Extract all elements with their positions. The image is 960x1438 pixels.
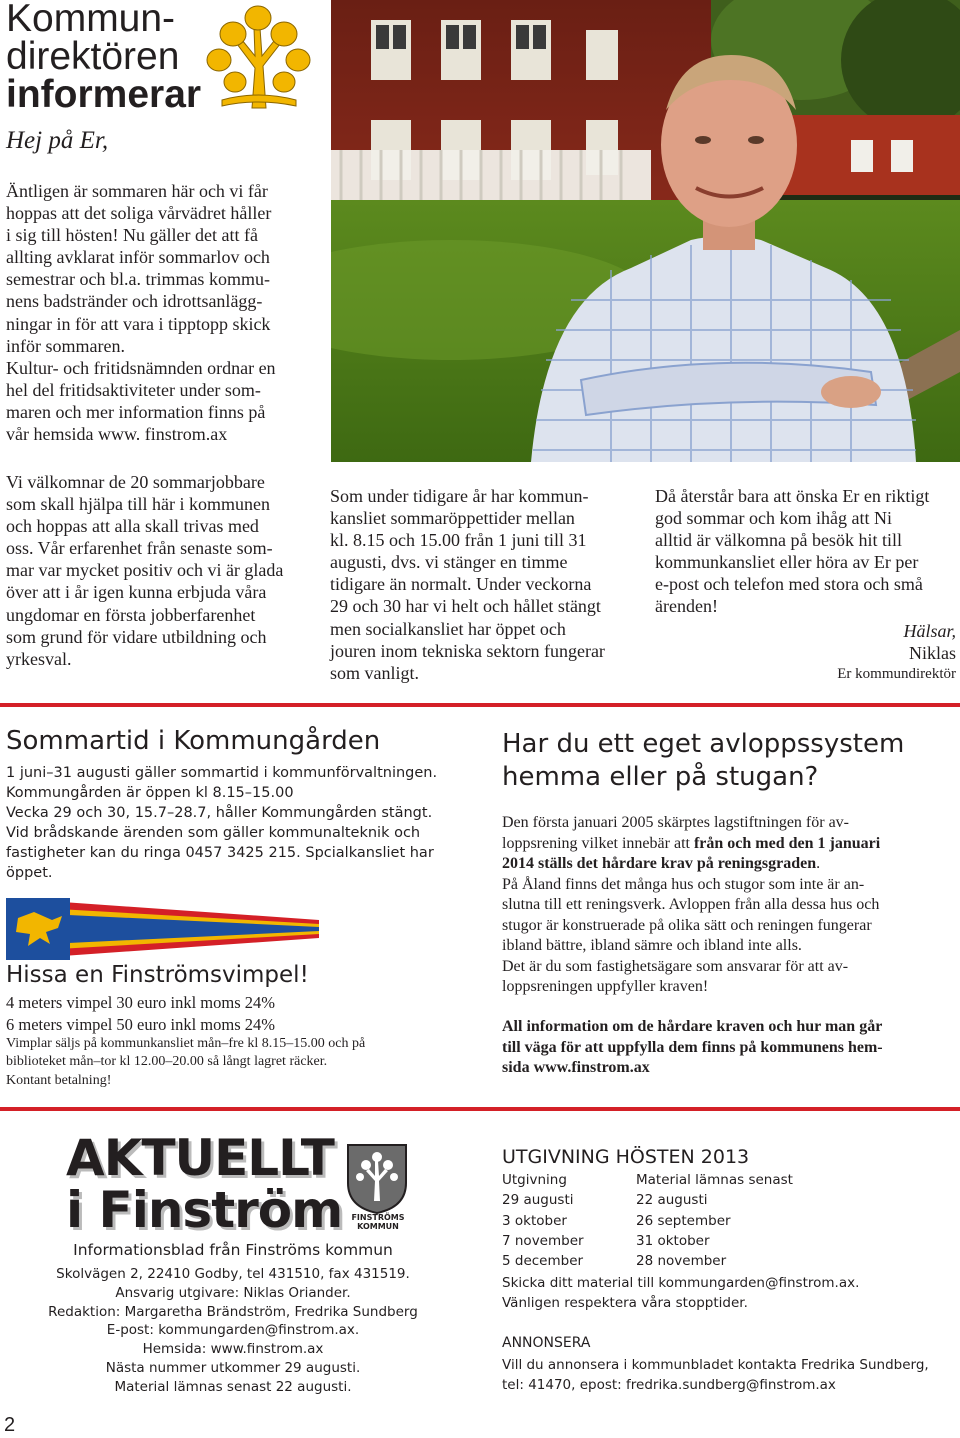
text-line: Kommungården är öppen kl 8.15–15.00 — [6, 785, 294, 801]
letter-paragraph-2 — [6, 471, 283, 670]
sommartid-body — [6, 763, 437, 883]
text-line: Äntligen är sommaren här och vi får — [6, 181, 268, 201]
text-line: ningar in för att vara i tipptopp skick — [6, 313, 271, 334]
aktuellt-title-line2: i Finström — [66, 1181, 343, 1239]
schedule-title: UTGIVNING HÖSTEN 2013 — [502, 1146, 750, 1168]
bold-span: 2014 ställs det hårdare krav på reningsgraden — [502, 855, 817, 872]
aktuellt-title-line1: AKTUELLT — [66, 1129, 334, 1187]
text-line: inför sommaren. — [6, 335, 125, 356]
text-line: tidigare än normalt. Under veckorna — [330, 574, 592, 595]
bold-span: från och med den 1 januari — [693, 834, 881, 852]
text-line: Vänligen respektera våra stopptider. — [502, 1295, 748, 1311]
text-line: hoppas att det soliga vårvädret håller — [6, 203, 272, 224]
text-line: Ansvarig utgivare: Niklas Oriander. — [115, 1284, 351, 1301]
text-line: Vid brådskande ärenden som gäller kommunalteknik och — [6, 825, 421, 841]
table-cell: 29 augusti — [502, 1192, 574, 1209]
avlopp-info — [502, 1017, 883, 1079]
text-line: 1 juni–31 augusti gäller sommartid i kommunförvaltningen. — [6, 765, 438, 781]
sommartid-title: Sommartid i Kommungården — [6, 726, 381, 756]
table-header-row — [502, 1170, 793, 1190]
text-line: jouren inom tekniska sektorn fungerar — [330, 640, 605, 661]
masthead-line2: direktören — [6, 35, 180, 78]
text-line: augusti, dvs. vi stänger en timme — [330, 552, 568, 573]
text-line: tel: 41470, epost: fredrika.sundberg@finstrom.ax — [502, 1377, 836, 1393]
text-line: god sommar och kom ihåg att Ni — [655, 508, 892, 529]
text-line: Vi välkomnar de 20 sommarjobbare — [6, 472, 265, 492]
text-line: semestrar och bl.a. trimmas kommu- — [6, 269, 270, 290]
text-line: På Åland finns det många hus och stugor som inte är an- — [502, 875, 865, 893]
text-line: maren och mer information finns på — [6, 401, 266, 422]
text-line: ungdomar en första jobberfarenhet — [6, 604, 256, 625]
price-line: 4 meters vimpel 30 euro inkl moms 24% — [6, 993, 276, 1012]
text-line: kansliet sommaröppettider mellan — [330, 508, 575, 529]
text-line: mar var mycket positiv och vi är glada — [6, 560, 284, 581]
text-line: alltid är välkomna på besök hit till — [655, 530, 902, 551]
text-line: 29 och 30 har vi helt och hållet stängt — [330, 596, 601, 617]
text-line: Skicka ditt material till kommungarden@finstrom.ax. — [502, 1275, 860, 1291]
text-line: öppet. — [6, 865, 53, 881]
text-line: sida www.finstrom.ax — [502, 1059, 650, 1076]
colophon-subtitle: Informationsblad från Finströms kommun — [73, 1241, 393, 1259]
signature: Niklas — [909, 643, 956, 663]
text-line: Vimplar säljs på kommunkansliet mån–fre kl 8.15–15.00 och på — [6, 1036, 366, 1051]
table-row — [502, 1251, 793, 1271]
avlopp-title-line2: hemma eller på stugan? — [502, 762, 819, 792]
text-line: i sig till hösten! Nu gäller det att få — [6, 225, 258, 246]
text-line: och hoppas att alla skall trivas med — [6, 516, 259, 537]
letter-paragraph-4 — [655, 485, 929, 618]
text-line: oss. Vår erfarenhet från senaste som- — [6, 538, 273, 559]
table-cell: 31 oktober — [636, 1232, 710, 1249]
vimpel-details — [6, 1035, 365, 1090]
table-cell: 3 oktober — [502, 1212, 567, 1229]
coa-label-line2: KOMMUN — [357, 1222, 399, 1231]
text-line: allting avklarat inför sommarlov och — [6, 247, 270, 268]
table-cell: 28 november — [636, 1253, 727, 1270]
section-divider — [0, 1107, 960, 1111]
table-row — [502, 1190, 793, 1210]
text-line: som grund för vidare utbildning och — [6, 626, 267, 647]
closing: Hälsar, — [903, 621, 956, 641]
text-line: över att i år igen kunna erbjuda våra — [6, 582, 267, 603]
table-header-cell: Material lämnas senast — [636, 1172, 793, 1188]
text-line: Som under tidigare år har kommun- — [330, 486, 589, 506]
table-row — [502, 1231, 793, 1251]
text-line: Vecka 29 och 30, 15.7–28.7, håller Kommungården stängt. — [6, 805, 433, 821]
letter-paragraph-1 — [6, 180, 276, 445]
text-line: Då återstår bara att önska Er en riktigt — [655, 486, 930, 506]
table-cell: 26 september — [636, 1212, 731, 1229]
text-line: Kultur- och fritidsnämnden ordnar en — [6, 357, 276, 378]
finstrom-pennant-image — [6, 898, 319, 960]
text-line: biblioteket mån–tor kl 12.00–20.00 så långt lagret räcker. — [6, 1054, 328, 1070]
text-line: hel del fritidsaktiviteter under som- — [6, 379, 261, 400]
table-cell: 7 november — [502, 1232, 584, 1249]
text-line: som skall hjälpa till här i kommunen — [6, 494, 270, 515]
text-line: ärenden! — [655, 596, 718, 617]
text-span: loppsrening vilket innebär att — [502, 834, 694, 852]
text-line: Vill du annonsera i kommunbladet kontakta Fredrika Sundberg, — [502, 1357, 929, 1373]
coat-of-arms-label — [342, 1213, 414, 1231]
text-line: fastigheter kan du ringa 0457 3425 215. Spcialkansliet har — [6, 845, 434, 861]
text-line: som vanligt. — [330, 662, 419, 683]
avlopp-title-line1: Har du ett eget avloppssystem — [502, 729, 905, 759]
price-line: 6 meters vimpel 50 euro inkl moms 24% — [6, 1015, 276, 1034]
vimpel-prices — [6, 992, 275, 1036]
text-line: All information om de hårdare kraven och hur man går — [502, 1018, 883, 1035]
text-line: Kontant betalning! — [6, 1072, 112, 1088]
text-line: Skolvägen 2, 22410 Godby, tel 431510, fax 431519. — [56, 1266, 410, 1282]
text-line: men socialkansliet har öppet och — [330, 618, 566, 639]
finstrom-tree-logo-icon — [200, 4, 318, 116]
text-line: Redaktion: Margaretha Brändström, Fredrika Sundberg — [48, 1303, 418, 1320]
table-cell: 5 december — [502, 1253, 584, 1270]
schedule-notes — [502, 1273, 859, 1313]
text-line: kommunkansliet eller höra av Er per — [655, 552, 919, 573]
text-line: Den första januari 2005 skärptes lagstiftningen för av- — [502, 814, 850, 831]
text-line: slutna till ett reningsverk. Avloppen från alla dessa hus och — [502, 896, 880, 913]
table-header-cell: Utgivning — [502, 1172, 567, 1188]
finstrom-coat-of-arms-icon — [346, 1143, 408, 1215]
text-line: Nästa nummer utkommer 29 augusti. — [105, 1359, 361, 1376]
text-line: e-post och telefon med stora och små — [655, 574, 923, 595]
masthead-line3: informerar — [6, 73, 202, 116]
text-line: loppsreningen uppfyller kraven! — [502, 978, 709, 995]
aktuellt-logo — [66, 1129, 346, 1239]
text-line: Material lämnas senast 22 augusti. — [114, 1378, 352, 1395]
text-line: nens badstränder och idrottsanlägg- — [6, 291, 263, 312]
section-divider — [0, 703, 960, 707]
masthead-title — [6, 0, 201, 114]
colophon-details — [0, 1265, 466, 1397]
annonsera-title: ANNONSERA — [502, 1335, 591, 1351]
masthead-line1: Kommun- — [6, 0, 176, 40]
text-line: till väga för att uppfylla dem finns på kommunens hem- — [502, 1038, 883, 1056]
page-number: 2 — [4, 1414, 16, 1436]
text-line: Det är du som fastighetsägare som ansvarar för att av- — [502, 957, 849, 975]
annonsera-body — [502, 1355, 929, 1395]
greeting: Hej på Er, — [6, 127, 109, 154]
schedule-table — [502, 1170, 793, 1271]
text-line: Hemsida: www.finstrom.ax — [142, 1341, 324, 1358]
table-row — [502, 1211, 793, 1231]
text-line: stugor är konstruerade på olika sätt och reningen fungerar — [502, 916, 872, 934]
text-line — [502, 854, 880, 875]
kommundirektor-photo — [331, 0, 960, 462]
vimpel-title: Hissa en Finströmsvimpel! — [6, 962, 309, 988]
text-line: E-post: kommungarden@finstrom.ax. — [106, 1322, 360, 1339]
letter-paragraph-3 — [330, 485, 605, 684]
text-line: vår hemsida www. finstrom.ax — [6, 424, 228, 445]
avlopp-body — [502, 813, 880, 998]
signature-role: Er kommundirektör — [837, 666, 956, 682]
text-line — [502, 834, 880, 855]
avlopp-title — [502, 728, 904, 794]
text-line: kl. 8.15 och 15.00 från 1 juni till 31 — [330, 530, 587, 551]
text-line: ibland bättre, ibland sämre och ibland inte alls. — [502, 937, 802, 954]
text-span: . — [816, 855, 821, 872]
table-cell: 22 augusti — [636, 1192, 708, 1209]
coa-label-line1: FINSTRÖMS — [351, 1213, 405, 1222]
text-line: yrkesval. — [6, 648, 72, 669]
